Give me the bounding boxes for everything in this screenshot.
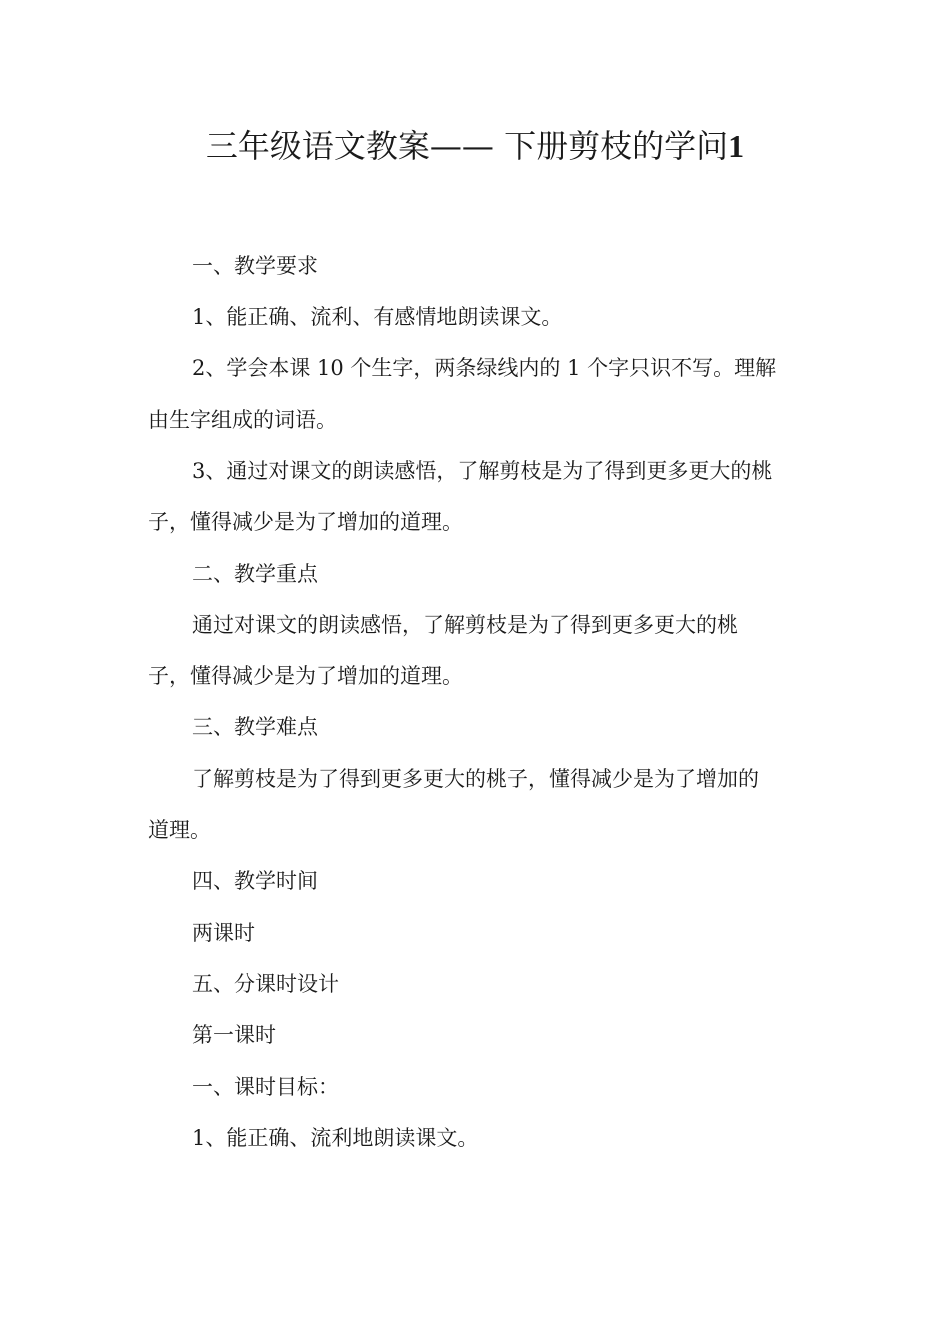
requirement-item-1: 1、能正确、流利、有感情地朗读课文。 <box>192 305 563 329</box>
document-title <box>0 124 950 168</box>
requirement-item-3-continued: 子，懂得减少是为了增加的道理。 <box>148 510 463 534</box>
requirement-item-3: 3、通过对课文的朗读感悟，了解剪枝是为了得到更多更大的桃 <box>192 459 773 483</box>
requirement-item-2: 2、学会本课 10 个生字，两条绿线内的 1 个字只识不写。理解 <box>192 356 777 380</box>
section-heading-time: 四、教学时间 <box>192 869 318 893</box>
title-number: 1 <box>728 128 745 164</box>
section-heading-requirements: 一、教学要求 <box>192 254 318 278</box>
section-heading-key-points: 二、教学重点 <box>192 562 318 586</box>
section-heading-lesson-design: 五、分课时设计 <box>192 972 339 996</box>
section-heading-difficulties: 三、教学难点 <box>192 715 318 739</box>
lesson-goals-heading: 一、课时目标： <box>192 1075 339 1099</box>
lesson-goal-item-1: 1、能正确、流利地朗读课文。 <box>192 1126 479 1150</box>
difficulties-text: 了解剪枝是为了得到更多更大的桃子，懂得减少是为了增加的 <box>192 767 759 791</box>
key-points-text-continued: 子，懂得减少是为了增加的道理。 <box>148 664 463 688</box>
key-points-text: 通过对课文的朗读感悟，了解剪枝是为了得到更多更大的桃 <box>192 613 738 637</box>
time-text: 两课时 <box>192 921 255 945</box>
difficulties-text-continued: 道理。 <box>148 818 211 842</box>
title-text: 三年级语文教案—— 下册剪枝的学问 <box>205 127 729 165</box>
requirement-item-2-continued: 由生字组成的词语。 <box>148 408 337 432</box>
lesson-one-heading: 第一课时 <box>192 1023 276 1047</box>
